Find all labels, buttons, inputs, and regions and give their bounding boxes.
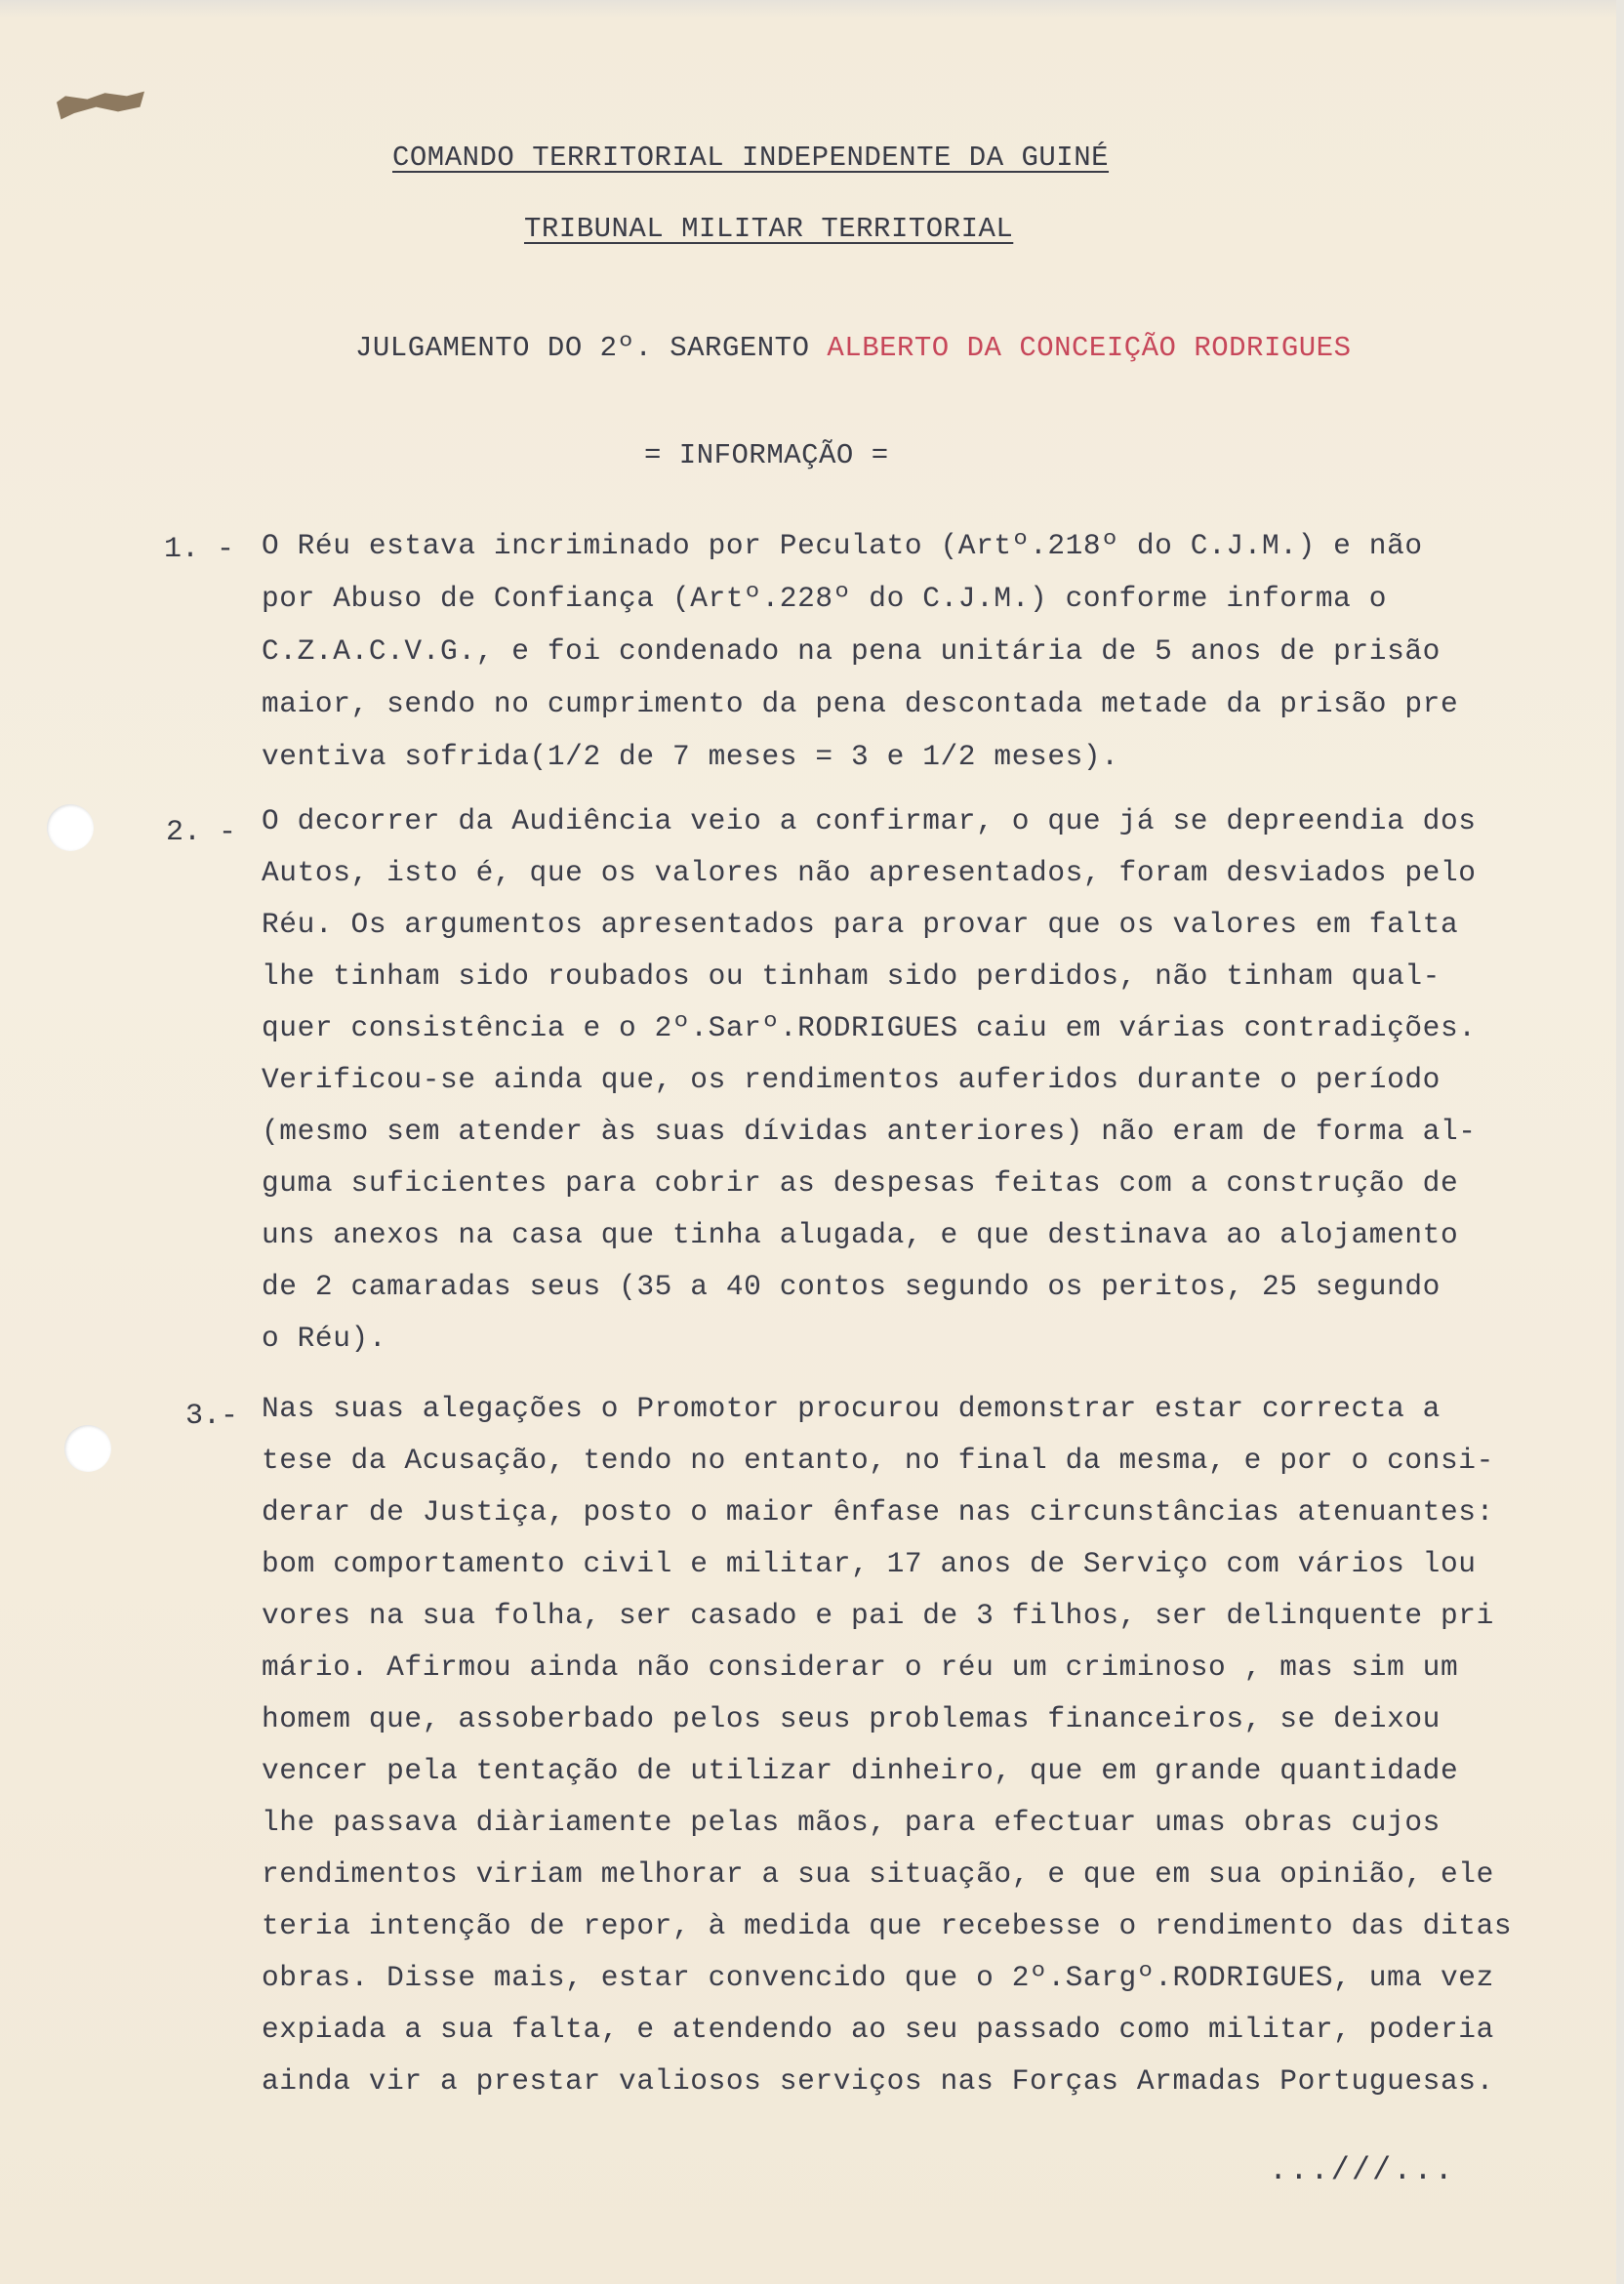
item-3-line: lhe passava diàriamente pelas mãos, para efectuar umas obras cujos [262, 1806, 1441, 1839]
stain-mark [57, 90, 144, 121]
item-3-line: mário. Afirmou ainda não considerar o réu um criminoso , mas sim um [262, 1651, 1459, 1684]
document-title [355, 332, 1351, 364]
item-2-line: guma suficientes para cobrir as despesas feitas com a construção de [262, 1166, 1459, 1200]
item-2-line: de 2 camaradas seus (35 a 40 contos segundo os peritos, 25 segundo [262, 1270, 1441, 1303]
punch-hole-lower [64, 1425, 111, 1472]
page-right-edge [1616, 0, 1624, 2284]
item-1-line: ventiva sofrida(1/2 de 7 meses = 3 e 1/2 meses). [262, 740, 1119, 773]
item-3-line: tese da Acusação, tendo no entanto, no final da mesma, e por o consi- [262, 1444, 1494, 1477]
item-2-line: uns anexos na casa que tinha alugada, e que destinava ao alojamento [262, 1218, 1459, 1251]
header-tribunal: TRIBUNAL MILITAR TERRITORIAL [524, 213, 1014, 245]
item-3-line: vencer pela tentação de utilizar dinheiro, que em grande quantidade [262, 1754, 1459, 1787]
item-3-line: derar de Justiça, posto o maior ênfase nas circunstâncias atenuantes: [262, 1495, 1494, 1529]
item-3-line: bom comportamento civil e militar, 17 anos de Serviço com vários lou [262, 1547, 1477, 1580]
item-3-line: teria intenção de repor, à medida que recebesse o rendimento das ditas [262, 1909, 1513, 1942]
item-2-number: 2. - [166, 816, 237, 849]
item-1-number: 1. - [164, 533, 235, 566]
item-3-line: obras. Disse mais, estar convencido que o 2º.Sargº.RODRIGUES, uma vez [262, 1961, 1494, 1994]
item-2-line: o Réu). [262, 1322, 387, 1355]
item-1-line: C.Z.A.C.V.G., e foi condenado na pena unitária de 5 anos de prisão [262, 634, 1441, 668]
item-2-line: lhe tinham sido roubados ou tinham sido perdidos, não tinham qual- [262, 959, 1441, 993]
defendant-name: ALBERTO DA CONCEIÇÃO RODRIGUES [827, 332, 1352, 364]
item-3-line: vores na sua folha, ser casado e pai de 3 filhos, ser delinquente pri [262, 1599, 1494, 1632]
title-prefix: JULGAMENTO DO 2º. SARGENTO [355, 332, 810, 364]
punch-hole-upper [47, 804, 94, 851]
item-3-number: 3.- [185, 1400, 239, 1433]
item-2-line: Réu. Os argumentos apresentados para provar que os valores em falta [262, 908, 1459, 941]
item-3-line: expiada a sua falta, e atendendo ao seu passado como militar, poderia [262, 2013, 1494, 2046]
item-3-line: ainda vir a prestar valiosos serviços nas Forças Armadas Portuguesas. [262, 2064, 1494, 2098]
item-2-line: (mesmo sem atender às suas dívidas anteriores) não eram de forma al- [262, 1115, 1477, 1148]
item-2-line: O decorrer da Audiência veio a confirmar, o que já se depreendia dos [262, 804, 1477, 837]
item-2-line: Verificou-se ainda que, os rendimentos auferidos durante o período [262, 1063, 1441, 1096]
item-2-line: quer consistência e o 2º.Sarº.RODRIGUES caiu em várias contradições. [262, 1011, 1477, 1044]
page-top-edge [0, 0, 1624, 18]
item-3-line: Nas suas alegações o Promotor procurou demonstrar estar correcta a [262, 1392, 1441, 1425]
continuation-mark: ...///... [1269, 2152, 1455, 2188]
item-1-line: maior, sendo no cumprimento da pena descontada metade da prisão pre [262, 687, 1459, 720]
item-2-line: Autos, isto é, que os valores não apresentados, foram desviados pelo [262, 856, 1477, 889]
item-3-line: homem que, assoberbado pelos seus problemas financeiros, se deixou [262, 1702, 1441, 1735]
item-3-line: rendimentos viriam melhorar a sua situação, e que em sua opinião, ele [262, 1857, 1494, 1891]
header-command: COMANDO TERRITORIAL INDEPENDENTE DA GUINÉ [392, 142, 1110, 174]
item-1-line: por Abuso de Confiança (Artº.228º do C.J.M.) conforme informa o [262, 582, 1388, 615]
document-subtitle: = INFORMAÇÃO = [644, 439, 889, 471]
item-1-line: O Réu estava incriminado por Peculato (Artº.218º do C.J.M.) e não [262, 529, 1423, 562]
